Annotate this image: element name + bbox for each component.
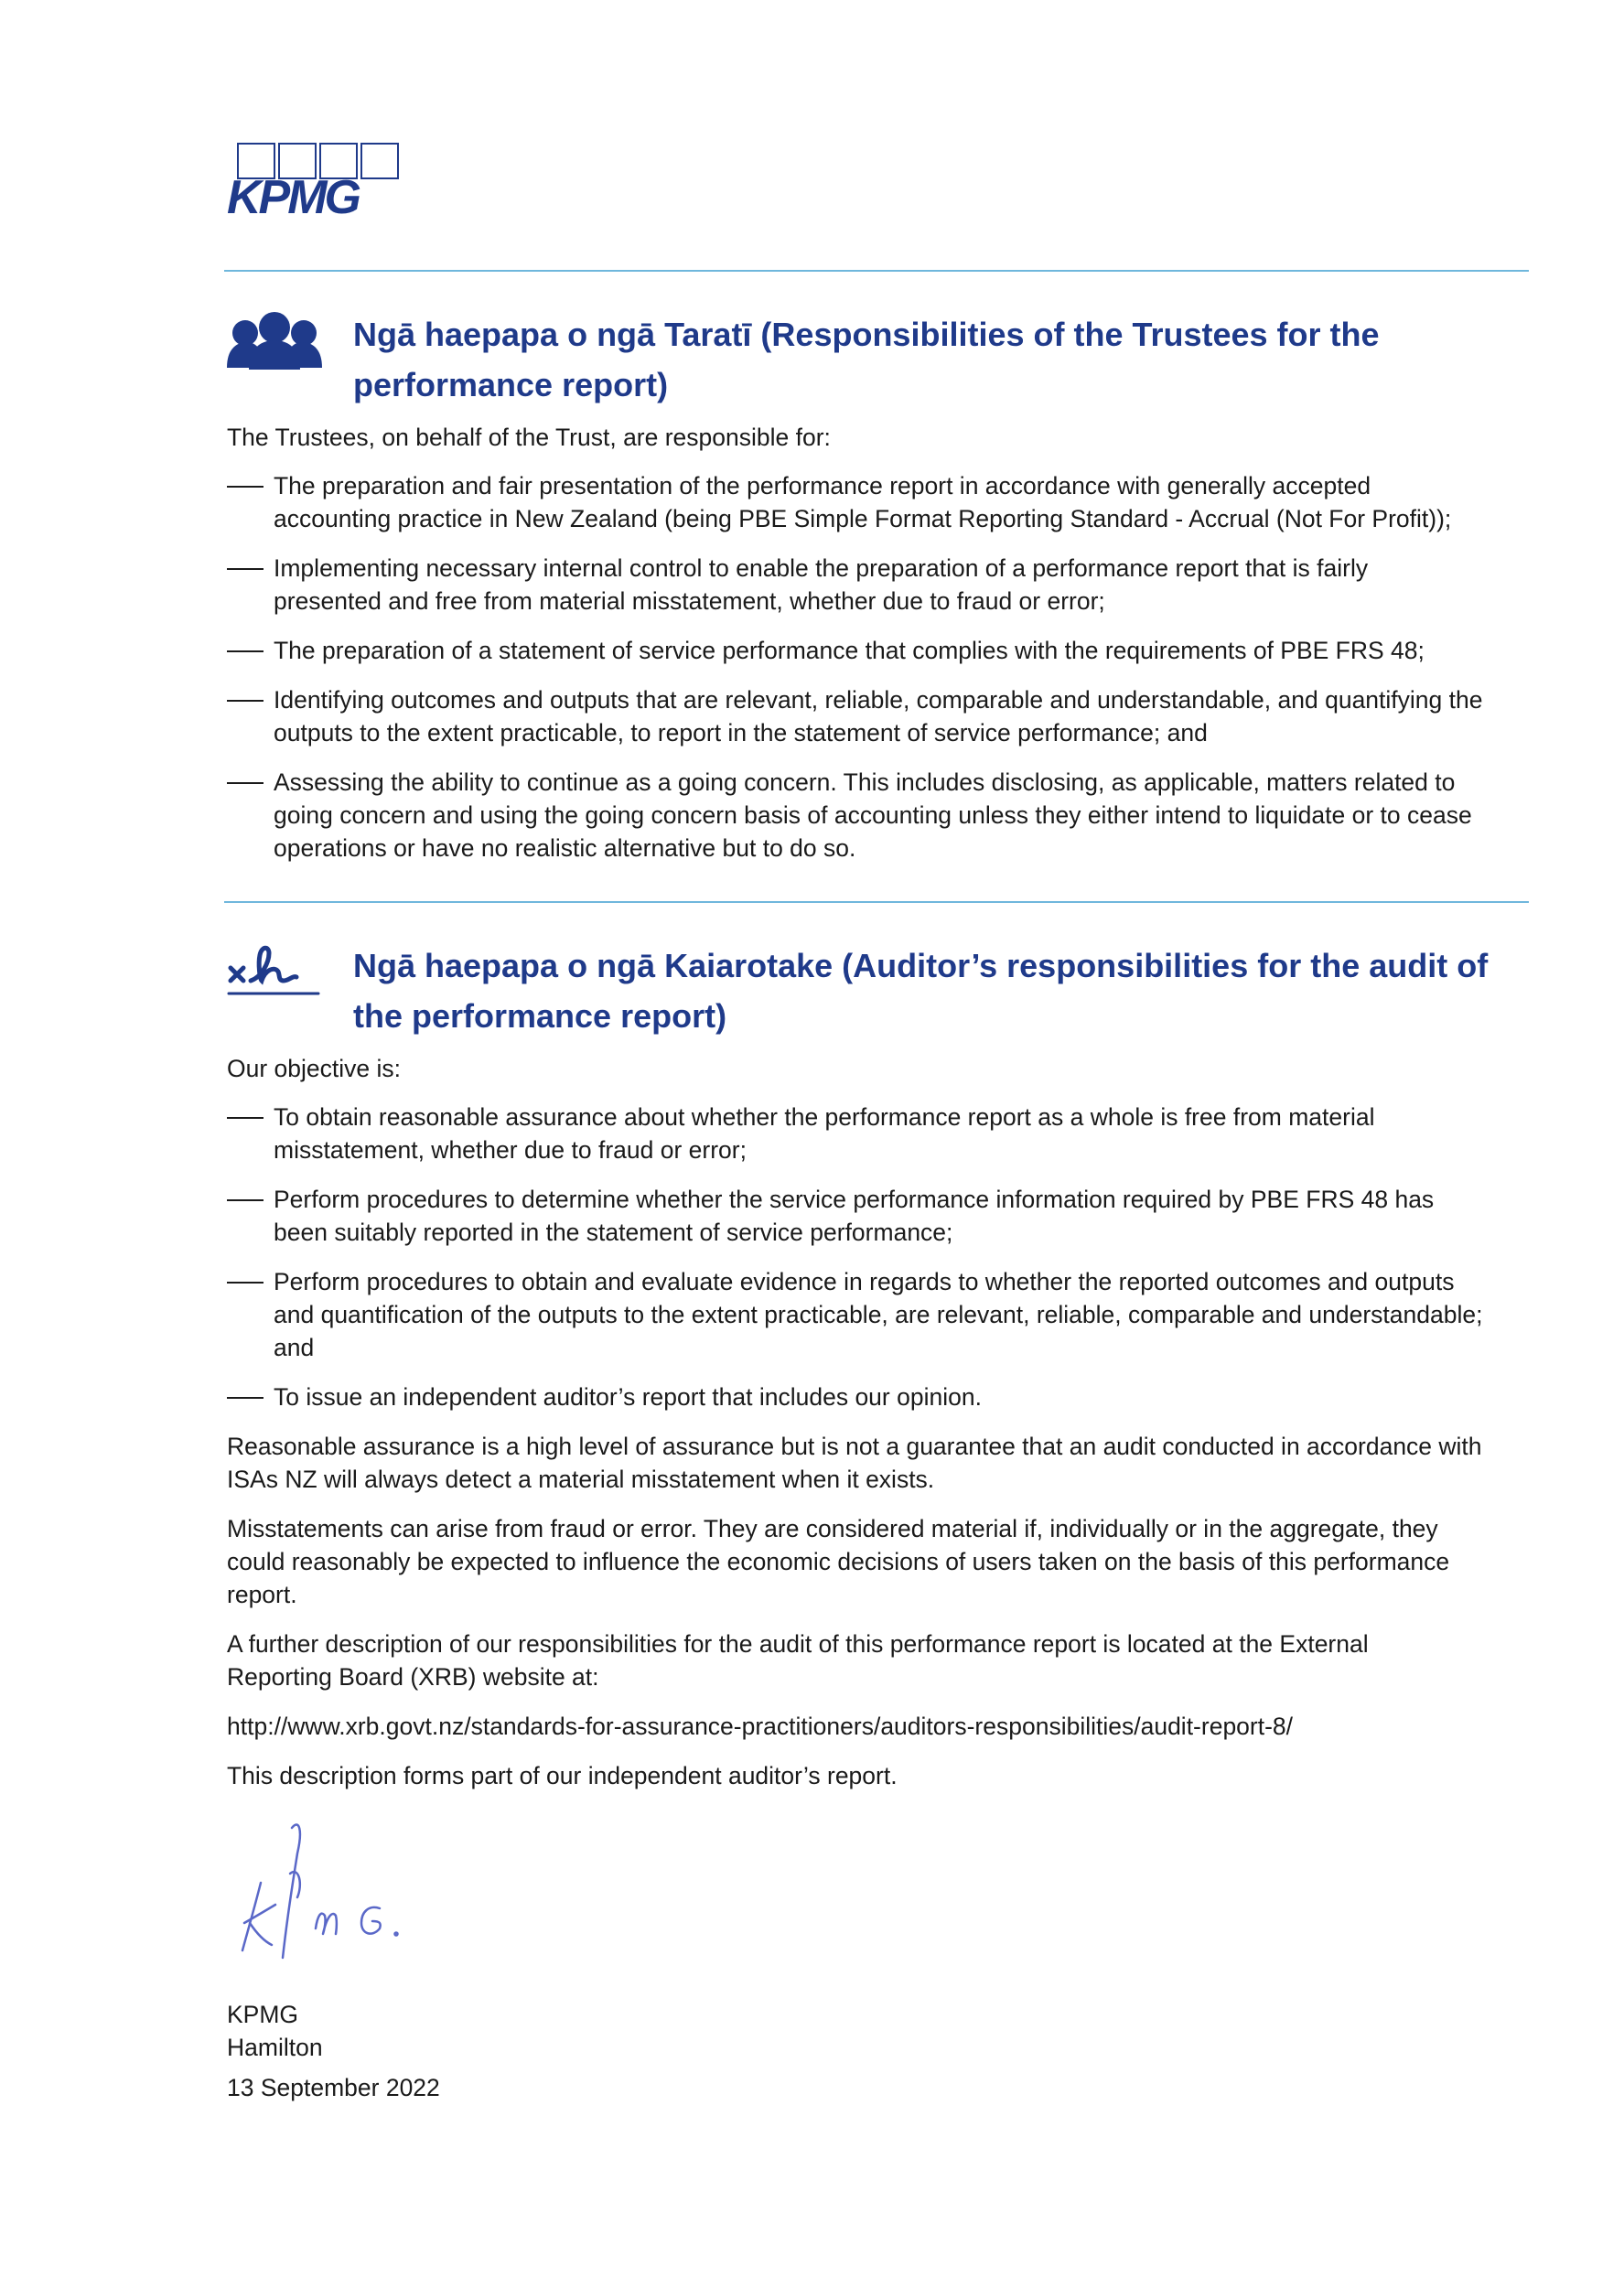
dash-icon — [227, 1199, 263, 1201]
section1-intro: The Trustees, on behalf of the Trust, are responsible for: — [227, 424, 831, 451]
divider — [224, 270, 1529, 272]
divider — [224, 901, 1529, 903]
paragraph-closing: This description forms part of our independent auditor’s report. — [227, 1762, 898, 1789]
list-item: Perform procedures to determine whether the service performance information required by PBE FRS 48 has been suitably reported in the statement of service performance; — [227, 1183, 1535, 1249]
dash-icon — [227, 1397, 263, 1399]
dash-icon — [227, 1117, 263, 1119]
list-item: Identifying outcomes and outputs that are relevant, reliable, comparable and understandable, and quantifying the outputs to the extent practicable, to report in the statement of service performance; and — [227, 683, 1535, 749]
list-item: To obtain reasonable assurance about whether the performance report as a whole is free from material misstatement, whether due to fraud or error; — [227, 1101, 1535, 1166]
list-item: Perform procedures to obtain and evaluate evidence in regards to whether the reported outcomes and outputs and quantification of the outputs to the extent practicable, are relevant, reliable, comparable and understandable; and — [227, 1265, 1535, 1364]
dash-icon — [227, 700, 263, 702]
list-item: The preparation and fair presentation of the performance report in accordance with generally accepted accounting practice in New Zealand (being PBE Simple Format Reporting Standard - Accrual (Not For Profit)); — [227, 469, 1535, 535]
signature-icon — [227, 944, 322, 999]
dash-icon — [227, 486, 263, 488]
section2-intro: Our objective is: — [227, 1055, 401, 1082]
signoff-firm: KPMG — [227, 2001, 299, 2028]
kpmg-logo — [227, 142, 401, 217]
paragraph-further-description: A further description of our responsibilities for the audit of this performance report is located at the External Reporting Board (XRB) website at: — [227, 1630, 1369, 1691]
paragraph-reasonable-assurance: Reasonable assurance is a high level of assurance but is not a guarantee that an audit conducted in accordance with ISAs NZ will always detect a material misstatement when it exists. — [227, 1433, 1482, 1493]
section2-heading: Ngā haepapa o ngā Kaiarotake (Auditor’s responsibilities for the audit of the performance report) — [353, 947, 1489, 1035]
list-item: To issue an independent auditor’s report that includes our opinion. — [227, 1380, 1535, 1413]
paragraph-misstatements: Misstatements can arise from fraud or error. They are considered material if, individually or in the aggregate, they could reasonably be expected to influence the economic decisions of users taken on the basis of this performance report. — [227, 1515, 1450, 1608]
dash-icon — [227, 650, 263, 652]
section1-heading: Ngā haepapa o ngā Taratī (Responsibilities of the Trustees for the performance report) — [353, 316, 1380, 403]
handwritten-signature — [233, 1821, 444, 1981]
logo-text: KPMG — [227, 171, 359, 217]
signoff-date: 13 September 2022 — [227, 2074, 440, 2101]
dash-icon — [227, 568, 263, 570]
list-item: The preparation of a statement of service performance that complies with the requirements of PBE FRS 48; — [227, 634, 1535, 667]
dash-icon — [227, 1282, 263, 1284]
xrb-url: http://www.xrb.govt.nz/standards-for-assurance-practitioners/auditors-responsibilities/audit-report-8/ — [227, 1713, 1294, 1740]
dash-icon — [227, 782, 263, 784]
signoff-city: Hamilton — [227, 2034, 323, 2061]
list-item: Implementing necessary internal control to enable the preparation of a performance report that is fairly presented and free from material misstatement, whether due to fraud or error; — [227, 552, 1535, 618]
list-item: Assessing the ability to continue as a going concern. This includes disclosing, as applicable, matters related to going concern and using the going concern basis of accounting unless they either intend to liquidate or to cease operations or have no realistic alternative but to do so. — [227, 766, 1535, 865]
people-icon — [227, 309, 322, 370]
